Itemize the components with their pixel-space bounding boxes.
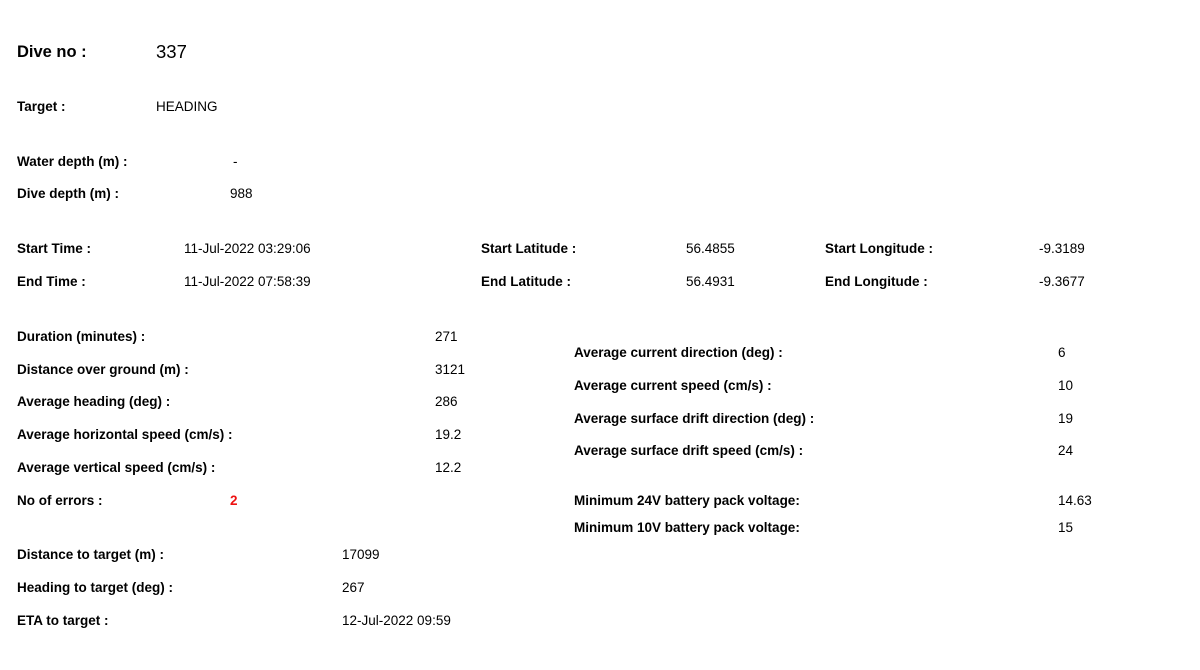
end-time-label: End Time : xyxy=(17,274,86,289)
end-latitude-label: End Latitude : xyxy=(481,274,571,289)
start-latitude-value: 56.4855 xyxy=(686,241,735,256)
current-direction-value: 6 xyxy=(1058,345,1066,360)
dive-depth-label: Dive depth (m) : xyxy=(17,186,120,201)
average-heading-value: 286 xyxy=(435,394,458,409)
distance-to-target-label: Distance to target (m) : xyxy=(17,547,165,562)
end-time-value: 11-Jul-2022 07:58:39 xyxy=(184,274,311,289)
end-longitude-value: -9.3677 xyxy=(1039,274,1085,289)
start-time-value: 11-Jul-2022 03:29:06 xyxy=(184,241,311,256)
battery-10v-value: 15 xyxy=(1058,520,1074,535)
end-longitude-label: End Longitude : xyxy=(825,274,928,289)
current-speed-label: Average current speed (cm/s) : xyxy=(574,378,772,393)
average-vertical-speed-value: 12.2 xyxy=(435,460,462,475)
start-latitude-label: Start Latitude : xyxy=(481,241,577,256)
end-latitude-value: 56.4931 xyxy=(686,274,735,289)
distance-over-ground-label: Distance over ground (m) : xyxy=(17,362,189,377)
surface-drift-speed-label: Average surface drift speed (cm/s) : xyxy=(574,443,804,458)
distance-to-target-value: 17099 xyxy=(342,547,380,562)
duration-value: 271 xyxy=(435,329,458,344)
errors-label: No of errors : xyxy=(17,493,103,508)
eta-to-target-label: ETA to target : xyxy=(17,613,109,628)
battery-24v-label: Minimum 24V battery pack voltage: xyxy=(574,493,800,508)
dive-no-value: 337 xyxy=(156,41,187,62)
surface-drift-direction-label: Average surface drift direction (deg) : xyxy=(574,411,815,426)
average-horizontal-speed-value: 19.2 xyxy=(435,427,462,442)
target-label: Target : xyxy=(17,99,66,114)
duration-label: Duration (minutes) : xyxy=(17,329,146,344)
errors-value: 2 xyxy=(230,493,238,508)
eta-to-target-value: 12-Jul-2022 09:59 xyxy=(342,613,451,628)
surface-drift-speed-value: 24 xyxy=(1058,443,1074,458)
battery-10v-label: Minimum 10V battery pack voltage: xyxy=(574,520,800,535)
start-longitude-label: Start Longitude : xyxy=(825,241,933,256)
start-time-label: Start Time : xyxy=(17,241,92,256)
distance-over-ground-value: 3121 xyxy=(435,362,466,377)
dive-no-label: Dive no : xyxy=(17,43,87,61)
average-vertical-speed-label: Average vertical speed (cm/s) : xyxy=(17,460,216,475)
water-depth-value: - xyxy=(233,154,238,169)
average-horizontal-speed-label: Average horizontal speed (cm/s) : xyxy=(17,427,233,442)
current-speed-value: 10 xyxy=(1058,378,1074,393)
heading-to-target-label: Heading to target (deg) : xyxy=(17,580,173,595)
water-depth-label: Water depth (m) : xyxy=(17,154,128,169)
dive-depth-value: 988 xyxy=(230,186,253,201)
start-longitude-value: -9.3189 xyxy=(1039,241,1085,256)
surface-drift-direction-value: 19 xyxy=(1058,411,1074,426)
battery-24v-value: 14.63 xyxy=(1058,493,1092,508)
target-value: HEADING xyxy=(156,99,218,114)
heading-to-target-value: 267 xyxy=(342,580,365,595)
current-direction-label: Average current direction (deg) : xyxy=(574,345,783,360)
average-heading-label: Average heading (deg) : xyxy=(17,394,171,409)
